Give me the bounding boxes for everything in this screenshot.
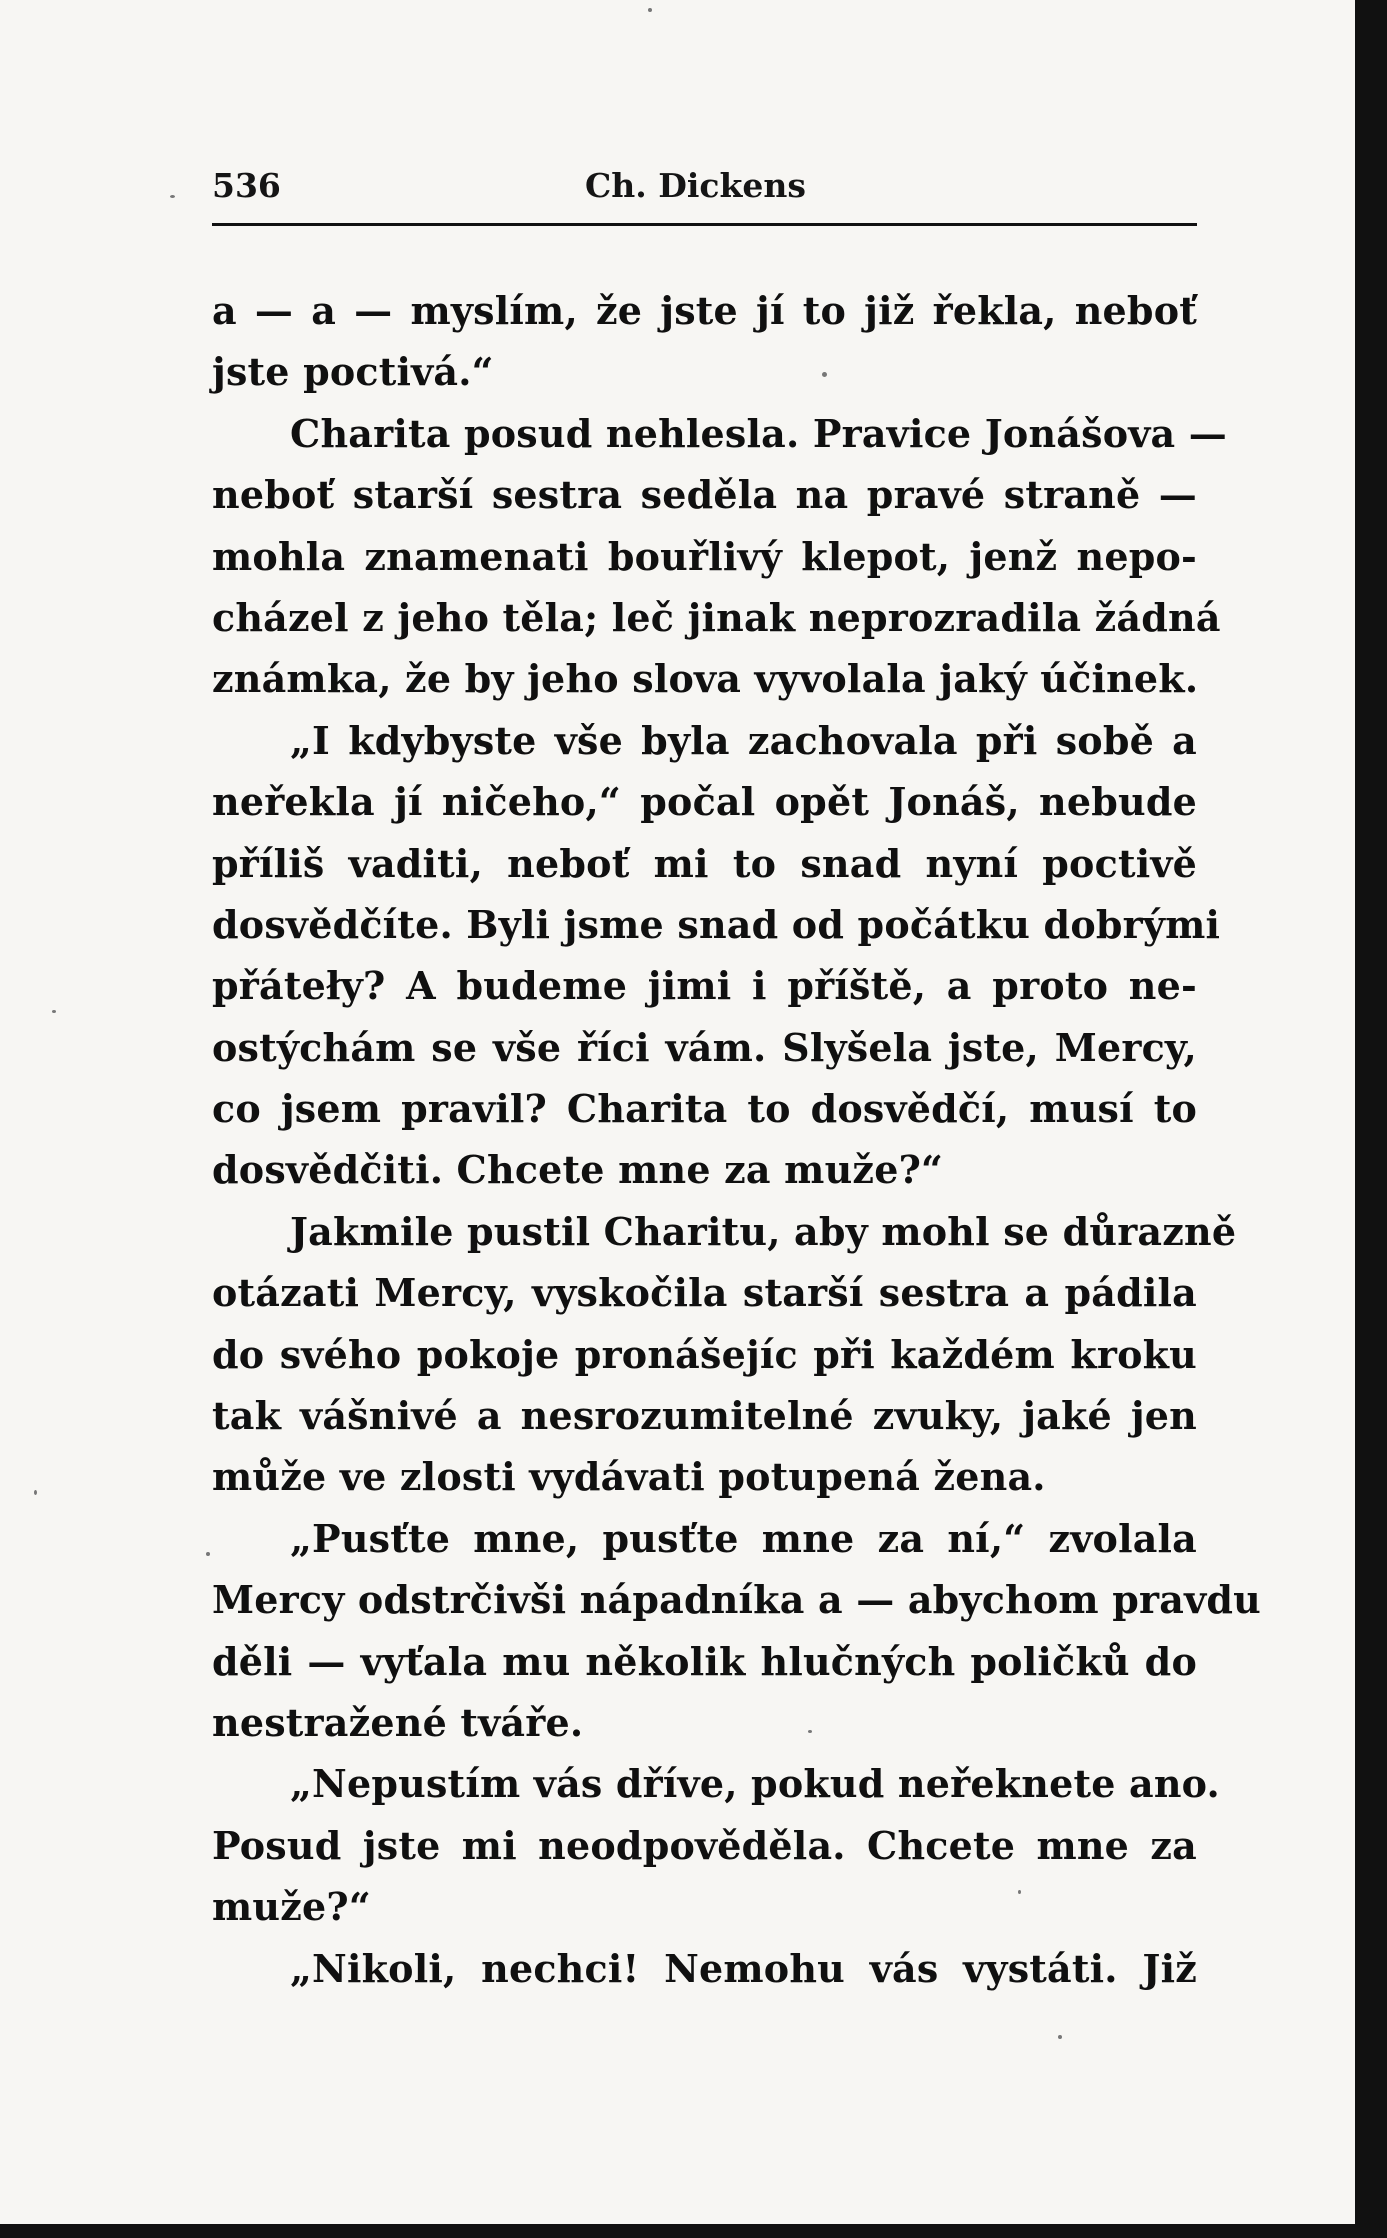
text-line: Jakmile pustil Charitu, aby mohl se důrazně [290,1208,1237,1254]
paper-speck [808,1730,812,1733]
paper-speck [52,1010,56,1013]
text-line: Mercy odstrčivši nápadníka a — abychom pravdu [212,1577,1261,1623]
page-edge-bottom [0,2224,1387,2238]
paper-speck [1018,1890,1021,1894]
paper-speck [34,1490,37,1495]
page-header [212,160,1197,210]
paper-speck [1058,2035,1062,2039]
text-line: otázati Mercy, vyskočila starší sestra a pádila [212,1270,1197,1316]
text-line: „Nikoli, nechci! Nemohu vás vystáti. Již [290,1945,1197,1991]
text-line: Charita posud nehlesla. Pravice Jonášova — [290,410,1227,456]
page-edge-right [1355,0,1387,2238]
running-head: Ch. Dickens [585,166,806,205]
text-line: co jsem pravil? Charita to dosvědčí, musí to [212,1086,1197,1132]
header-rule [212,223,1197,226]
text-line: „Nepustím vás dříve, pokud neřeknete ano. [290,1761,1220,1807]
text-line: jste poctivá.“ [212,349,494,395]
text-line: dosvědčiti. Chcete mne za muže?“ [212,1147,944,1193]
text-line: příliš vaditi, neboť mi to snad nyní poctivě [212,840,1197,886]
text-line: nestražené tváře. [212,1699,584,1745]
paper-speck [822,372,827,377]
text-line: cházel z jeho těla; leč jinak neprozradila žádná [212,594,1221,640]
text-line: neboť starší sestra seděla na pravé straně — [212,472,1197,518]
text-line: děli — vyťala mu několik hlučných poličků do [212,1638,1197,1684]
text-line: muže?“ [212,1884,371,1930]
text-line: dosvědčíte. Byli jsme snad od počátku dobrými [212,901,1221,947]
text-line: „Pusťte mne, pusťte mne za ní,“ zvolala [290,1515,1197,1561]
text-line: přáteły? A budeme jimi i příště, a proto ne- [212,963,1197,1009]
paper-speck [206,1552,210,1556]
text-line: ostýchám se vše říci vám. Slyšela jste, Mercy, [212,1024,1197,1070]
paper-speck [648,8,652,12]
text-line: tak vášnivé a nesrozumitelné zvuky, jaké jen [212,1393,1197,1439]
text-line: Posud jste mi neodpověděla. Chcete mne za [212,1822,1197,1868]
text-line: „I kdybyste vše byla zachovala při sobě a [290,717,1197,763]
text-line: do svého pokoje pronášejíc při každém kroku [212,1331,1197,1377]
text-line: známka, že by jeho slova vyvolala jaký účinek. [212,656,1199,702]
paper-speck [170,195,175,198]
text-line: a — a — myslím, že jste jí to již řekla, neboť [212,288,1197,333]
body-text [212,280,1261,1999]
text-line: může ve zlosti vydávati potupená žena. [212,1454,1046,1500]
text-line: neřekla jí ničeho,“ počal opět Jonáš, nebude [212,779,1197,825]
page-number: 536 [212,166,281,205]
text-line: mohla znamenati bouřlivý klepot, jenž nepo- [212,533,1197,579]
